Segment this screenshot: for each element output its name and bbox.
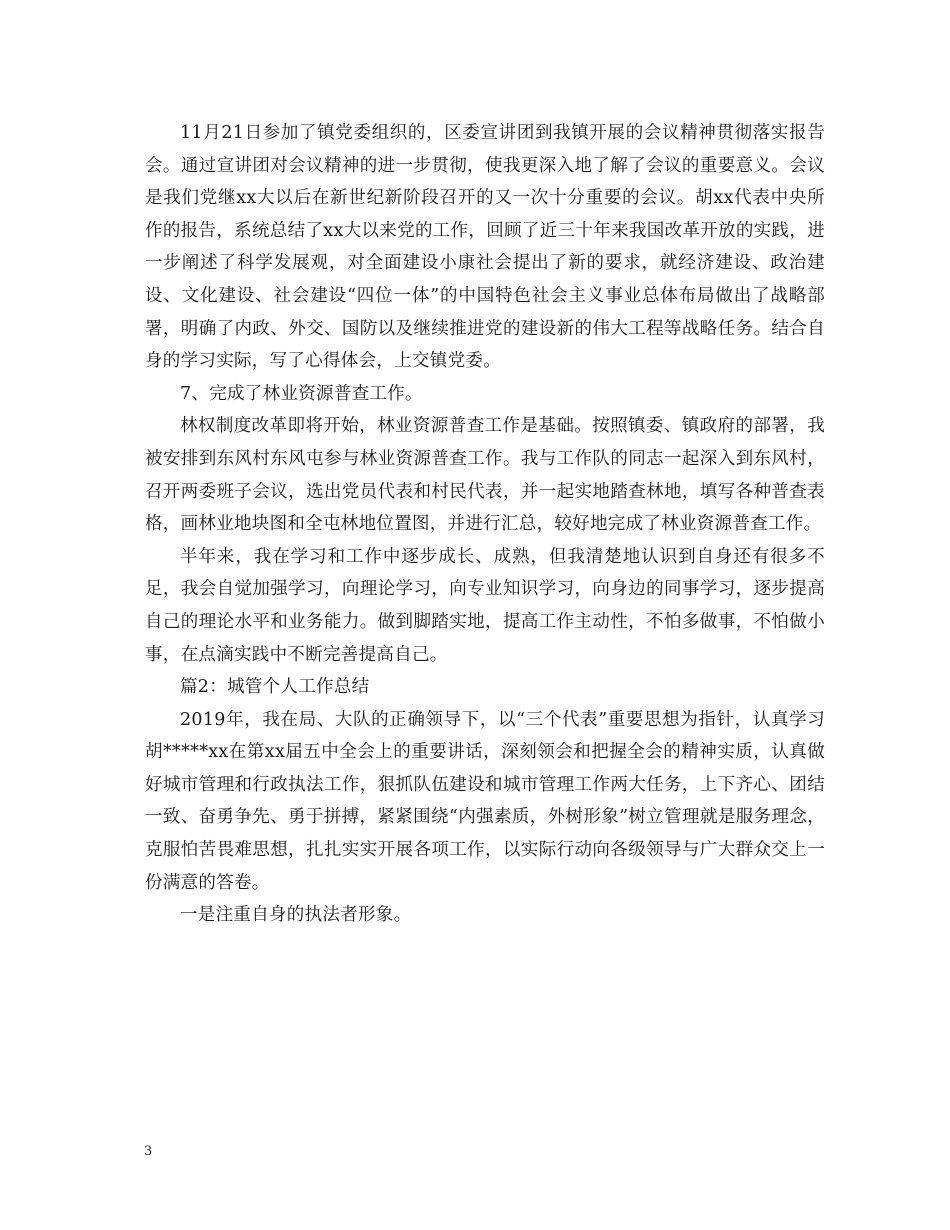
paragraph-meeting-report: 11月21日参加了镇党委组织的，区委宣讲团到我镇开展的会议精神贯彻落实报告会。通过宣讲团对会议精神的进一步贯彻，使我更深入地了解了会议的重要意义。会议是我们党继xx大以后在新世纪新阶段召开的又一次十分重要的会议。胡xx代表中央所作的报告，系统总结了xx大以来党的工作，回顾了近三十年来我国改革开放的实践，进一步阐述了科学发展观，对全面建设小康社会提出了新的要求，就经济建设、政治建设、文化建设、社会建设“四位一体”的中国特色社会主义事业总体布局做出了战略部署，明确了内政、外交、国防以及继续推进党的建设新的伟大工程等战略任务。结合自身的学习实际，写了心得体会，上交镇党委。 <box>145 123 825 372</box>
section-heading-article-2: 篇2：城管个人工作总结 <box>180 677 370 698</box>
document-body <box>145 117 825 932</box>
page-number: 3 <box>144 1144 153 1159</box>
paragraph-half-year-summary: 半年来，我在学习和工作中逐步成长、成熟，但我清楚地认识到自身还有很多不足，我会自觉加强学习，向理论学习，向专业知识学习，向身边的同事学习，逐步提高自己的理论水平和业务能力。做到脚踏实地，提高工作主动性，不怕多做事，不怕做小事，在点滴实践中不断完善提高自己。 <box>145 546 825 665</box>
paragraph-forestry-survey: 林权制度改革即将开始，林业资源普查工作是基础。按照镇委、镇政府的部署，我被安排到东风村东风屯参与林业资源普查工作。我与工作队的同志一起深入到东风村，召开两委班子会议，选出党员代表和村民代表，并一起实地踏查林地，填写各种普查表格，画林业地块图和全屯林地位置图，并进行汇总，较好地完成了林业资源普查工作。 <box>145 416 825 535</box>
paragraph-2019-work: 2019年，我在局、大队的正确领导下，以“三个代表”重要思想为指针，认真学习胡*****xx在第xx届五中全会上的重要讲话，深刻领会和把握全会的精神实质，认真做好城市管理和行政执法工作，狠抓队伍建设和城市管理工作两大任务，上下齐心、团结一致、奋勇争先、勇于拼搏，紧紧围绕“内强素质，外树形象”树立管理就是服务理念，克服怕苦畏难思想，扎扎实实开展各项工作，以实际行动向各级领导与广大群众交上一份满意的答卷。 <box>145 709 825 893</box>
paragraph-point-one: 一是注重自身的执法者形象。 <box>180 905 412 926</box>
paragraph-forestry-heading: 7、完成了林业资源普查工作。 <box>180 383 423 404</box>
